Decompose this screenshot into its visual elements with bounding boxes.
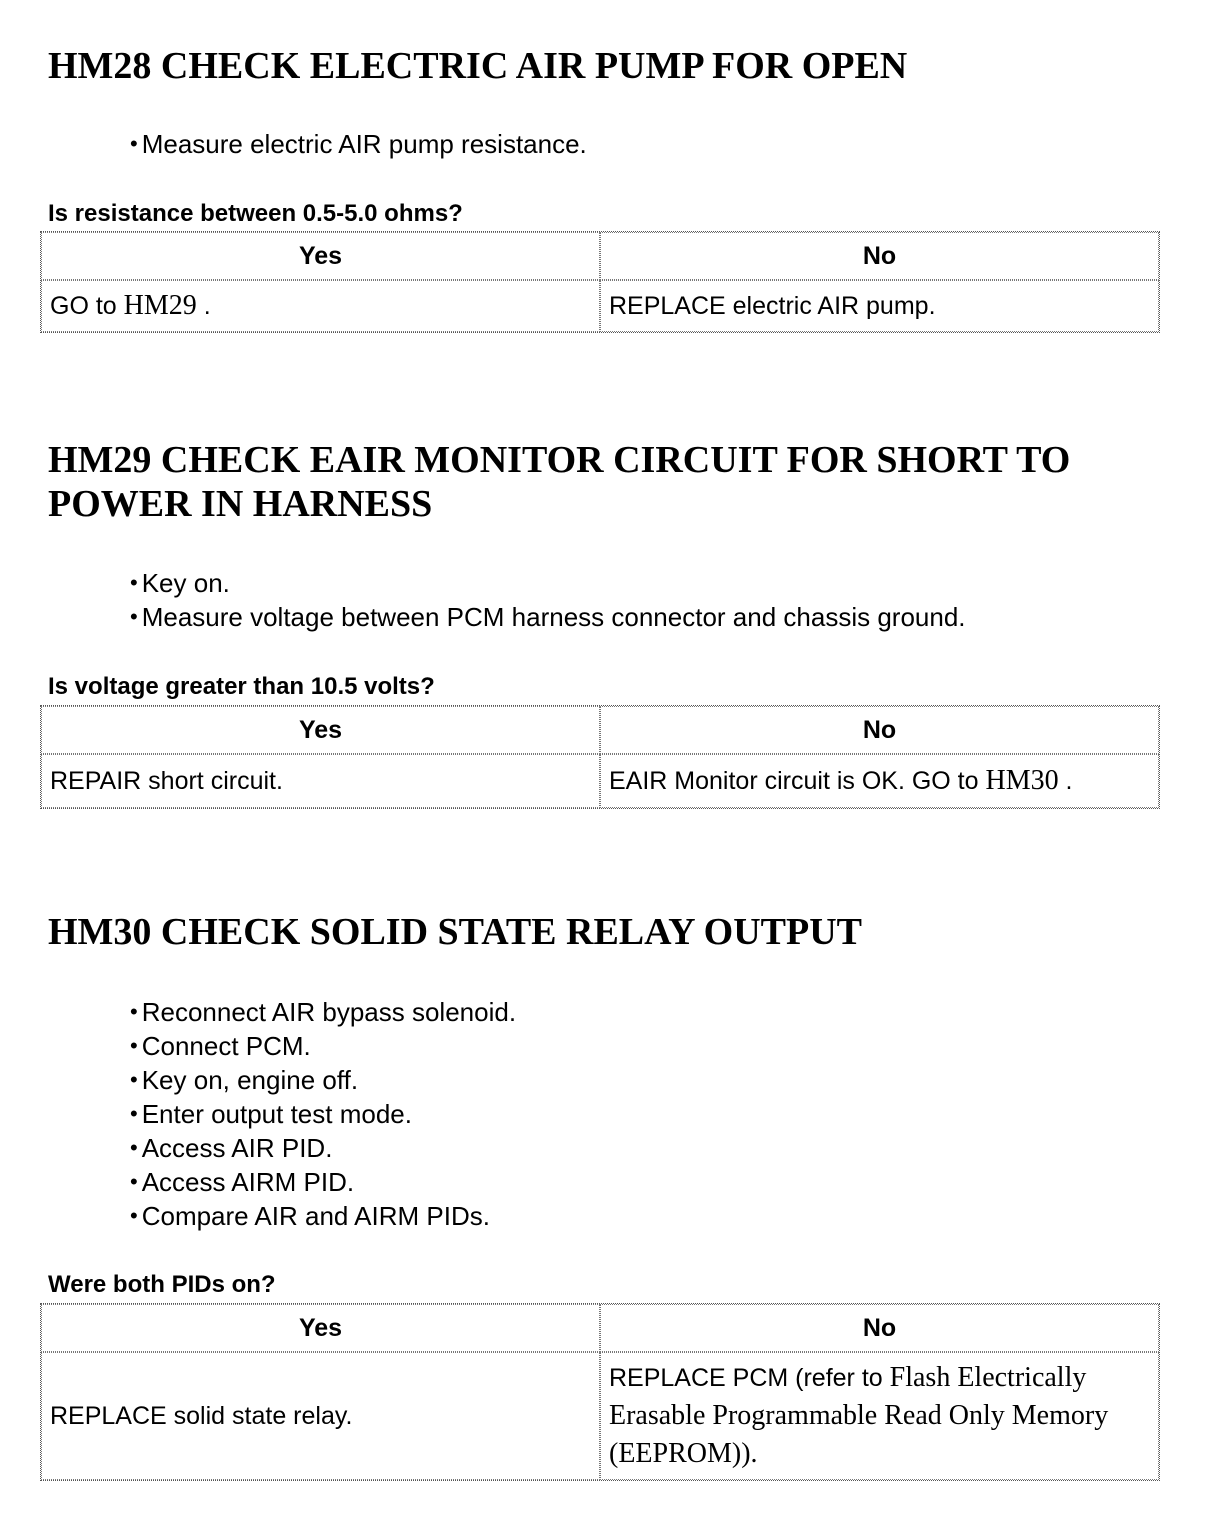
yes-header: Yes — [41, 1304, 600, 1352]
list-item: • Compare AIR and AIRM PIDs. — [130, 1199, 516, 1233]
question: Is voltage greater than 10.5 volts? — [48, 673, 435, 700]
no-cell: REPLACE PCM (refer to Flash Electrically Erasable Programmable Read Only Memory (EEPROM)). — [600, 1352, 1159, 1480]
list-item: • Measure electric AIR pump resistance. — [130, 127, 587, 161]
steps-list — [130, 127, 587, 161]
steps-list — [130, 995, 516, 1233]
no-header: No — [600, 232, 1159, 280]
list-item: • Access AIR PID. — [130, 1131, 516, 1165]
list-item: • Reconnect AIR bypass solenoid. — [130, 995, 516, 1029]
section-title: HM29 CHECK EAIR MONITOR CIRCUIT FOR SHORT TO POWER IN HARNESS — [48, 439, 1071, 525]
question: Is resistance between 0.5-5.0 ohms? — [48, 200, 463, 227]
list-item: • Key on. — [130, 566, 966, 600]
yes-header: Yes — [41, 706, 600, 754]
list-item: • Key on, engine off. — [130, 1063, 516, 1097]
eeprom-link[interactable]: Flash Electrically Erasable Programmable Read Only Memory (EEPROM) — [609, 1362, 1109, 1469]
list-item: • Enter output test mode. — [130, 1097, 516, 1131]
hm30-link[interactable]: HM30 — [985, 765, 1059, 796]
list-item: • Connect PCM. — [130, 1029, 516, 1063]
answer-table — [40, 231, 1160, 333]
no-cell: REPLACE electric AIR pump. — [600, 280, 1159, 332]
no-header: No — [600, 706, 1159, 754]
answer-table — [40, 705, 1160, 809]
section-title: HM30 CHECK SOLID STATE RELAY OUTPUT — [48, 911, 862, 953]
list-item: • Measure voltage between PCM harness connector and chassis ground. — [130, 600, 966, 634]
list-item: • Access AIRM PID. — [130, 1165, 516, 1199]
yes-header: Yes — [41, 232, 600, 280]
section-title: HM28 CHECK ELECTRIC AIR PUMP FOR OPEN — [48, 45, 908, 87]
yes-cell: GO to HM29 . — [41, 280, 600, 332]
answer-table — [40, 1303, 1160, 1481]
hm29-link[interactable]: HM29 — [123, 290, 197, 321]
yes-cell: REPLACE solid state relay. — [41, 1352, 600, 1480]
no-cell: EAIR Monitor circuit is OK. GO to HM30 . — [600, 754, 1159, 808]
yes-cell: REPAIR short circuit. — [41, 754, 600, 808]
question: Were both PIDs on? — [48, 1271, 276, 1298]
no-header: No — [600, 1304, 1159, 1352]
steps-list — [130, 566, 966, 634]
